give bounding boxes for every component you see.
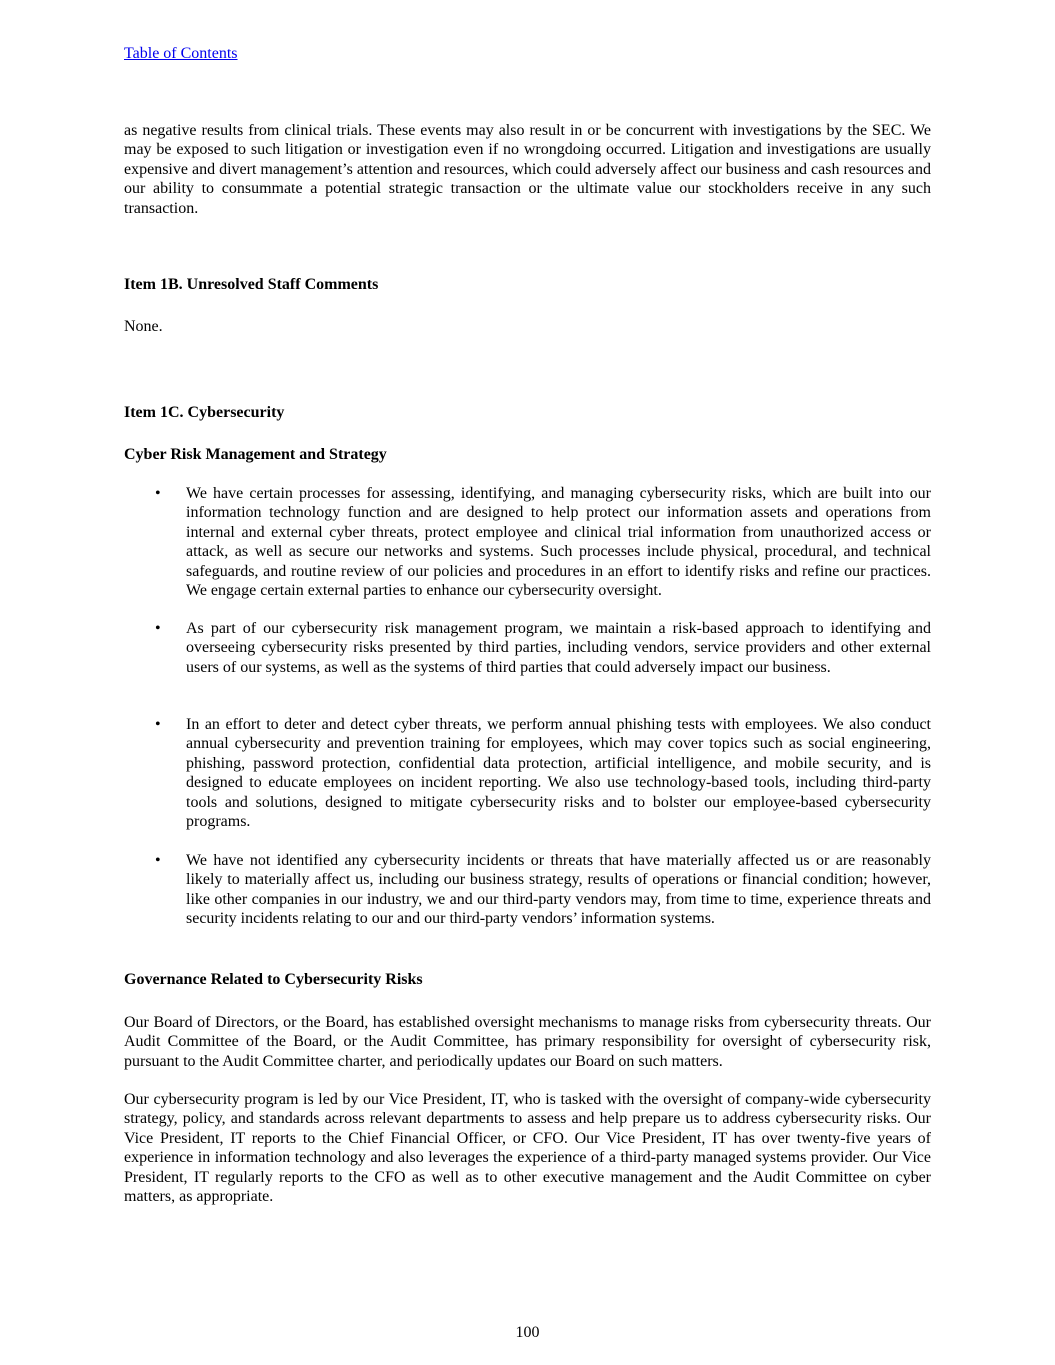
risk-bullet-item — [124, 484, 931, 600]
bullet-icon: • — [155, 852, 161, 869]
risk-bullet-text: We have not identified any cybersecurity incidents or threats that have materially affected us or are reasonably likely to materially affect us, including our business strategy, results of operations or financial condition; however, like other companies in our industry, we and our third-party vendors may, from time to time, experience threats and security incidents relating to our and our third-party vendors’ information systems. — [186, 852, 931, 928]
risk-bullet-text: In an effort to deter and detect cyber threats, we perform annual phishing tests with employees. We also conduct annual cybersecurity and prevention training for employees, which may cover topics such as social engineering, phishing, password protection, confidential data protection, artificial intelligence, and mobile security, and is designed to educate employees on incident reporting. We also use technology-based tools, including third-party tools and solutions, designed to mitigate cybersecurity risks and to bolster our employee-based cybersecurity programs. — [186, 716, 931, 831]
item-1b-body: None. — [124, 318, 163, 335]
governance-paragraph: Our cybersecurity program is led by our Vice President, IT, who is tasked with the oversight of company-wide cybersecurity strategy, policy, and standards across relevant departments to assess and help prepare us to address cybersecurity risks. Our Vice President, IT reports to the Chief Financial Officer, or CFO. Our Vice President, IT has over twenty-five years of experience in information technology and also leverages the experience of a third-party managed systems provider. Our Vice President, IT regularly reports to the CFO as well as to other executive management and the Audit Committee on cyber matters, as appropriate. — [124, 1091, 931, 1206]
table-of-contents-link[interactable]: Table of Contents — [124, 45, 238, 62]
item-1b-heading: Item 1B. Unresolved Staff Comments — [124, 276, 379, 293]
bullet-icon: • — [155, 620, 161, 637]
risk-bullet-item — [124, 715, 931, 831]
intro-paragraph: as negative results from clinical trials. These events may also result in or be concurrent with investigations by the SEC. We may be exposed to such litigation or investigation even if no wrongdoing occurred. Litigation and investigations are usually expensive and divert management’s attention and resources, which could adversely affect our business and cash resources and our ability to consummate a potential strategic transaction or the ultimate value our stockholders receive in any such transaction. — [124, 122, 931, 217]
item-1c-heading: Item 1C. Cybersecurity — [124, 404, 285, 421]
bullet-icon: • — [155, 716, 161, 733]
page-number: 100 — [515, 1324, 540, 1341]
risk-bullet-text: We have certain processes for assessing, identifying, and managing cybersecurity risks, which are built into our information technology function and are designed to help protect our information assets and operations from internal and external cyber threats, protect employee and clinical trial information from unauthorized access or attack, as well as secure our networks and systems. Such processes include physical, procedural, and technical safeguards, and routine review of our policies and procedures in an effort to identify risks and refine our practices. We engage certain external parties to enhance our cybersecurity oversight. — [186, 485, 931, 600]
bullet-icon: • — [155, 485, 161, 502]
risk-management-heading: Cyber Risk Management and Strategy — [124, 446, 387, 463]
risk-bullet-item — [124, 619, 931, 677]
governance-heading: Governance Related to Cybersecurity Risks — [124, 971, 423, 988]
risk-bullet-item — [124, 851, 931, 929]
risk-bullet-text: As part of our cybersecurity risk management program, we maintain a risk-based approach to identifying and overseeing cybersecurity risks presented by third parties, including vendors, service providers and other external users of our systems, as well as the systems of third parties that could adversely impact our business. — [186, 620, 931, 676]
governance-paragraph: Our Board of Directors, or the Board, has established oversight mechanisms to manage risks from cybersecurity threats. Our Audit Committee of the Board, or the Audit Committee, has primary responsibility for oversight of cybersecurity risk, pursuant to the Audit Committee charter, and periodically updates our Board on such matters. — [124, 1014, 931, 1070]
